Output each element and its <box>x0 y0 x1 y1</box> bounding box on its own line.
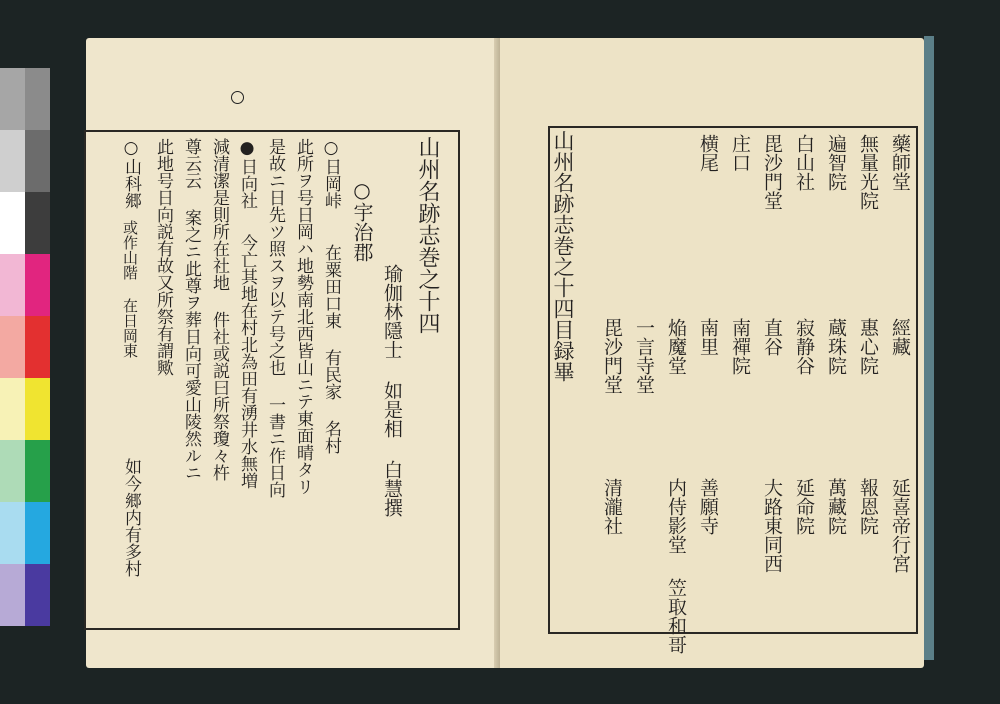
color-swatch <box>0 192 25 254</box>
contents-entry: 毘沙門堂 <box>601 318 623 394</box>
entry-text: 尊云云 案之ニ此尊ヲ葬日向可愛山陵然ルニ <box>181 138 201 481</box>
color-swatch <box>25 316 50 378</box>
contents-entry: 藥師堂 <box>889 134 911 191</box>
entry-text: 此地号日向説有故又所祭有謂歟 <box>153 138 173 376</box>
contents-entry: 一言寺堂 <box>633 318 655 394</box>
color-swatch <box>25 130 50 192</box>
contents-entry: 遍智院 <box>825 134 847 191</box>
left-page <box>86 38 500 668</box>
contents-entry: 寂静谷 <box>793 318 815 375</box>
color-swatch <box>0 564 25 626</box>
contents-entry: 南禪院 <box>729 318 751 375</box>
color-swatch <box>0 502 25 564</box>
contents-entry: 萬藏院 <box>825 478 847 535</box>
color-calibration-bar <box>0 68 50 628</box>
contents-entry: 庄口 <box>729 134 751 172</box>
contents-entry: 内侍影堂 <box>665 478 687 554</box>
entry-text: 此所ヲ号日岡ハ地勢南北西皆山ニテ東面晴タリ <box>293 138 313 495</box>
entry-heading: ●日向社 <box>237 138 257 209</box>
color-swatch <box>25 68 50 130</box>
color-swatch <box>0 130 25 192</box>
contents-entry: 經藏 <box>889 318 911 356</box>
contents-entry: 蔵珠院 <box>825 318 847 375</box>
author-line: 瑜伽林隱士 如是相 白慧撰 <box>381 264 403 517</box>
color-swatch <box>25 502 50 564</box>
contents-entry: 横尾 <box>697 134 719 172</box>
entry-text: 今亡其地在村北為田有湧井水無増 <box>237 234 257 489</box>
contents-entry: 善願寺 <box>697 478 719 535</box>
book-cover-edge <box>924 36 934 660</box>
color-swatch <box>0 440 25 502</box>
entry-text: 減清潔是則所在社地 件社或説曰所祭瓊々杵 <box>209 138 229 481</box>
contents-entry: 無量光院 <box>857 134 879 210</box>
entry-heading: ○山科郷 <box>121 138 141 209</box>
circle-mark <box>231 91 244 104</box>
contents-entry: 毘沙門堂 <box>761 134 783 210</box>
section-heading: ○宇治郡 <box>350 178 374 262</box>
right-page <box>500 38 924 668</box>
contents-entry: 報恩院 <box>857 478 879 535</box>
contents-entry: 大路東同西 <box>761 478 783 573</box>
color-swatch <box>0 378 25 440</box>
color-swatch <box>25 378 50 440</box>
contents-entry: 南里 <box>697 318 719 356</box>
book-title: 山州名跡志巻之十四 <box>415 136 440 334</box>
contents-entry: 清瀧社 <box>601 478 623 535</box>
color-swatch <box>0 254 25 316</box>
entry-text: 是故ニ日先ツ照スヲ以テ号之也 一書ニ作日向 <box>265 138 285 498</box>
contents-entry: 延喜帝行宮 <box>889 478 911 573</box>
contents-entry: 焔魔堂 <box>665 318 687 375</box>
color-swatch <box>0 316 25 378</box>
color-swatch <box>25 440 50 502</box>
entry-text: 如今郷内有多村 <box>121 458 141 577</box>
contents-entry: 延命院 <box>793 478 815 535</box>
contents-title: 山州名跡志巻之十四目録畢 <box>551 130 575 382</box>
entry-text: 在粟田口東 有民家 名村 <box>321 244 341 454</box>
color-swatch <box>25 254 50 316</box>
contents-entry: 白山社 <box>793 134 815 191</box>
color-swatch <box>25 564 50 626</box>
contents-entry: 直谷 <box>761 318 783 356</box>
contents-entry: 惠心院 <box>857 318 879 375</box>
color-swatch <box>0 68 25 130</box>
contents-entry: 笠取和哥 <box>665 578 687 654</box>
color-swatch <box>25 192 50 254</box>
entry-heading: ○日岡峠 <box>321 138 341 209</box>
entry-text: 或作山階 在日岡東 <box>121 220 139 358</box>
